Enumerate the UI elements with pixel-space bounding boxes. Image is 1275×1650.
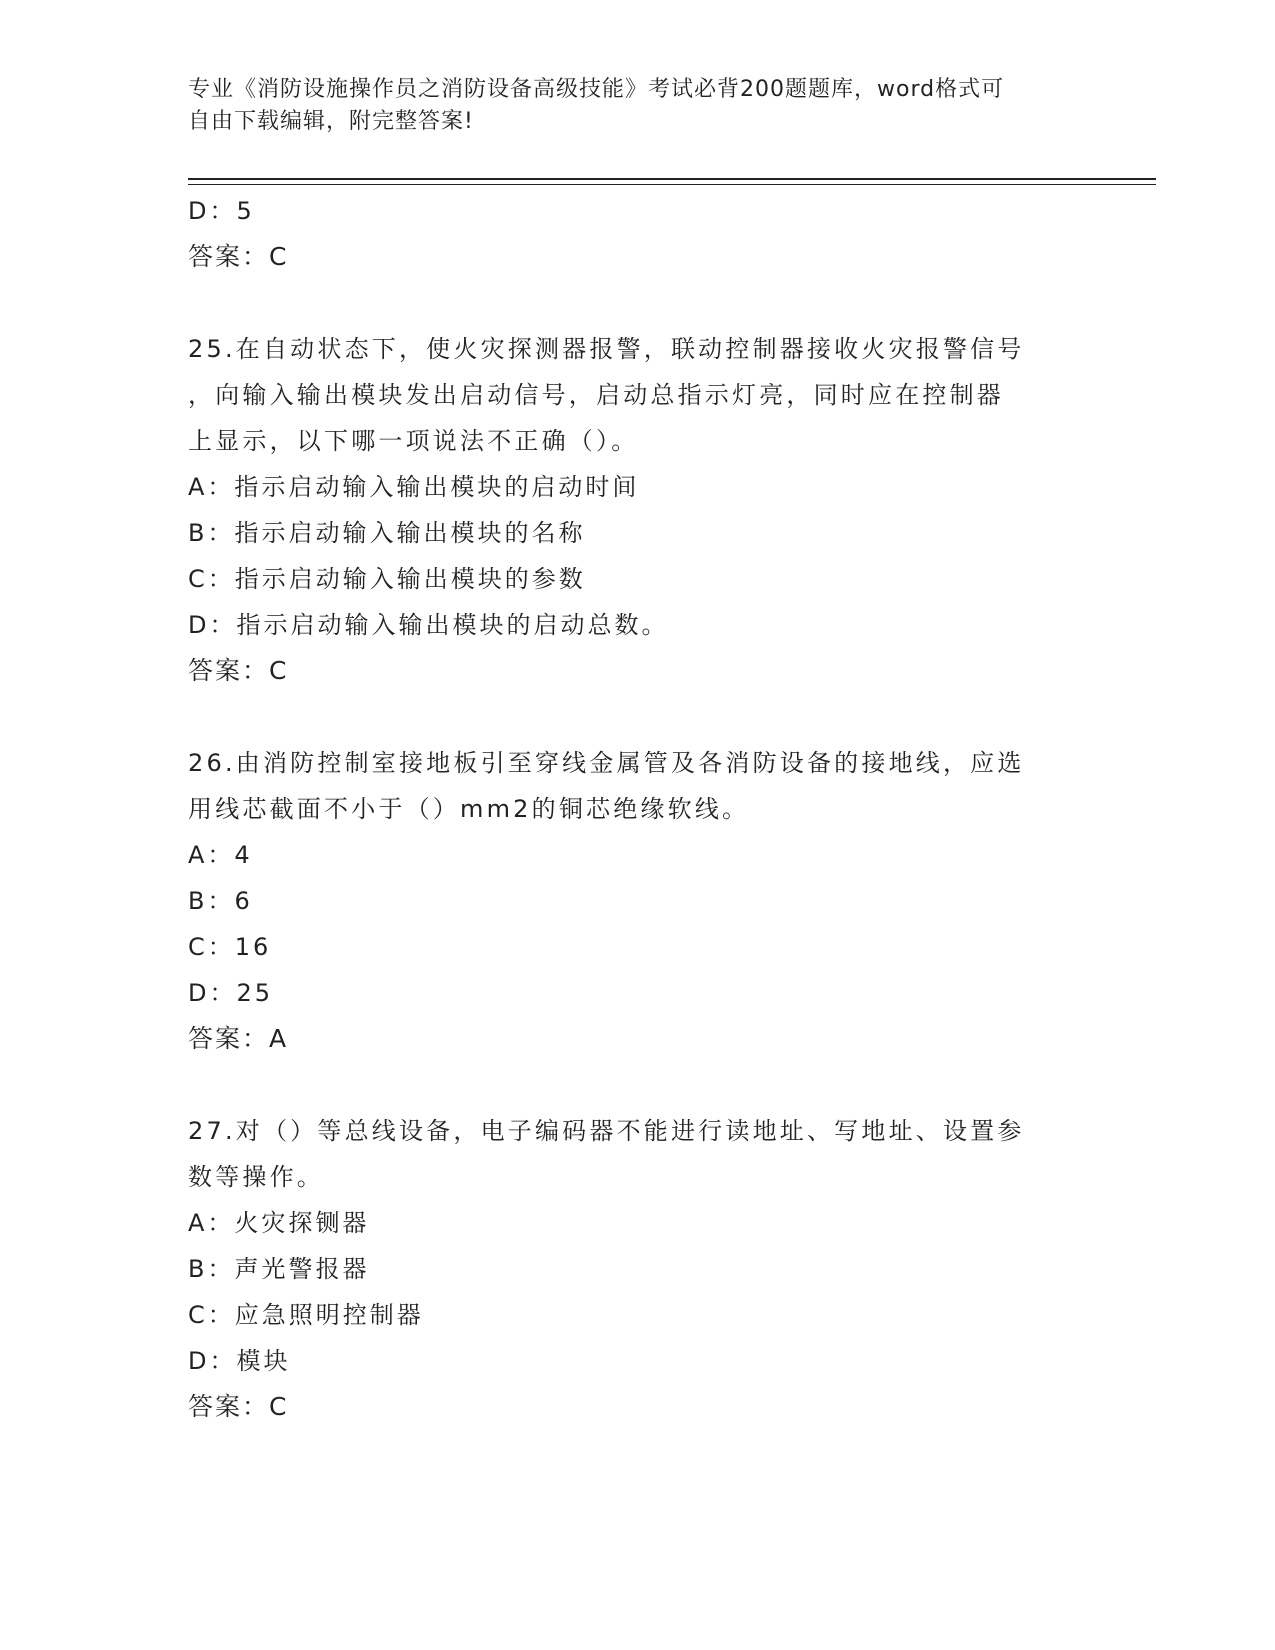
option-d: D：指示启动输入输出模块的启动总数。	[188, 611, 669, 639]
question-line: 25.在自动状态下，使火灾探测器报警，联动控制器接收火灾报警信号	[188, 335, 1025, 363]
question-25	[188, 326, 1088, 694]
option-d: D：25	[188, 979, 274, 1007]
spacer	[188, 1062, 1088, 1108]
option-b: B：指示启动输入输出模块的名称	[188, 519, 586, 547]
option-c: C：应急照明控制器	[188, 1301, 424, 1329]
option-d: D：5	[188, 197, 255, 225]
question-text	[188, 326, 1088, 464]
question-line: 27.对（）等总线设备，电子编码器不能进行读地址、写地址、设置参	[188, 1117, 1025, 1145]
question-text	[188, 740, 1088, 832]
option-b: B：6	[188, 887, 253, 915]
option-a: A：火灾探铡器	[188, 1209, 370, 1237]
page-header	[188, 74, 1078, 138]
question-line: 数等操作。	[188, 1163, 324, 1191]
header-divider-thin	[188, 184, 1156, 185]
carryover-block	[188, 188, 1088, 280]
answer-line: 答案：C	[188, 656, 289, 685]
option-c: C：16	[188, 933, 272, 961]
header-line-1: 专业《消防设施操作员之消防设备高级技能》考试必背200题题库，word格式可	[188, 77, 1005, 102]
option-c: C：指示启动输入输出模块的参数	[188, 565, 586, 593]
question-27	[188, 1108, 1088, 1430]
spacer	[188, 694, 1088, 740]
spacer	[188, 280, 1088, 326]
answer-line: 答案：C	[188, 1392, 289, 1421]
question-content	[188, 188, 1088, 1430]
question-line: 上显示，以下哪一项说法不正确（）。	[188, 427, 639, 455]
option-d: D：模块	[188, 1347, 291, 1375]
answer-line: 答案：C	[188, 242, 289, 271]
question-text	[188, 1108, 1088, 1200]
question-line: 26.由消防控制室接地板引至穿线金属管及各消防设备的接地线，应选	[188, 749, 1025, 777]
header-divider-thick	[188, 178, 1156, 180]
option-a: A：4	[188, 841, 253, 869]
option-b: B：声光警报器	[188, 1255, 370, 1283]
header-line-2: 自由下载编辑，附完整答案!	[188, 109, 474, 134]
answer-line: 答案：A	[188, 1024, 289, 1053]
question-26	[188, 740, 1088, 1062]
question-line: ，向输入输出模块发出启动信号，启动总指示灯亮，同时应在控制器	[188, 381, 1004, 409]
option-a: A：指示启动输入输出模块的启动时间	[188, 473, 640, 501]
question-line: 用线芯截面不小于（）mm2的铜芯绝缘软线。	[188, 795, 750, 823]
